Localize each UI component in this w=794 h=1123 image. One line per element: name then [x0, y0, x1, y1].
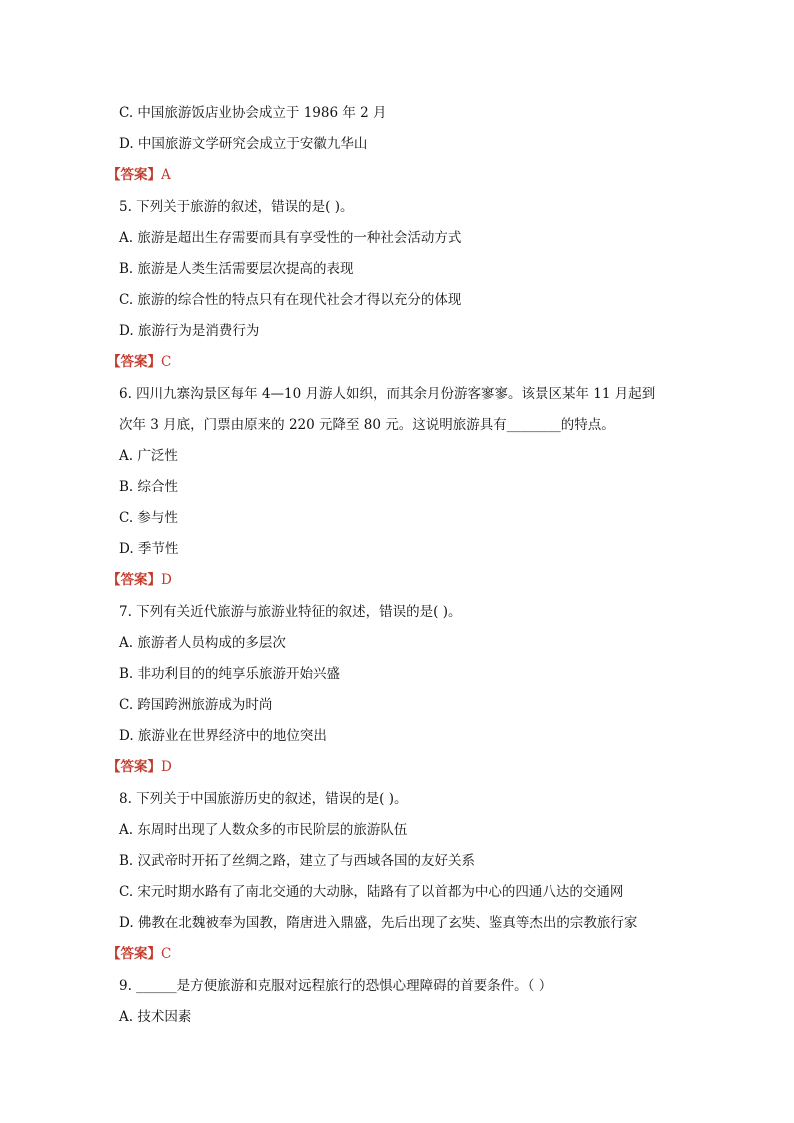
option-a-q8: A. 东周时出现了人数众多的市民阶层的旅游队伍 [119, 822, 408, 838]
option-c-q7: C. 跨国跨洲旅游成为时尚 [119, 697, 273, 713]
answer-letter: C [161, 354, 172, 370]
answer-letter: D [161, 759, 172, 775]
option-d-q4: D. 中国旅游文学研究会成立于安徽九华山 [119, 136, 368, 152]
question-9: 9. ______是方便旅游和克服对远程旅行的恐惧心理障碍的首要条件。（ ） [119, 978, 553, 994]
question-8: 8. 下列关于中国旅游历史的叙述，错误的是( )。 [119, 791, 408, 807]
answer-label: 【答案】 [107, 946, 161, 962]
answer-label: 【答案】 [107, 354, 161, 370]
option-d-q7: D. 旅游业在世界经济中的地位突出 [119, 728, 327, 744]
option-a-q9: A. 技术因素 [119, 1009, 192, 1025]
answer-letter: A [161, 167, 171, 183]
question-5: 5. 下列关于旅游的叙述，错误的是( )。 [119, 199, 354, 215]
option-a-q7: A. 旅游者人员构成的多层次 [119, 635, 286, 651]
option-c-q4: C. 中国旅游饭店业协会成立于 1986 年 2 月 [119, 105, 387, 121]
option-d-q8: D. 佛教在北魏被奉为国教，隋唐进入鼎盛，先后出现了玄奘、鉴真等杰出的宗教旅行家 [119, 915, 638, 931]
answer-letter: C [161, 946, 172, 962]
answer-label: 【答案】 [107, 167, 161, 183]
question-6-line-2: 次年 3 月底，门票由原来的 220 元降至 80 元。这说明旅游具有________的特点。 [119, 417, 615, 433]
answer-q7 [107, 758, 172, 776]
option-c-q5: C. 旅游的综合性的特点只有在现代社会才得以充分的体现 [119, 292, 462, 308]
option-b-q6: B. 综合性 [119, 479, 179, 495]
answer-q8 [107, 945, 171, 963]
question-7: 7. 下列有关近代旅游与旅游业特征的叙述，错误的是( )。 [119, 604, 462, 620]
option-c-q6: C. 参与性 [119, 510, 178, 526]
answer-q5 [107, 353, 171, 371]
option-b-q7: B. 非功利目的的纯享乐旅游开始兴盛 [119, 666, 341, 682]
answer-q4 [107, 166, 171, 184]
answer-q6 [107, 571, 172, 589]
option-b-q5: B. 旅游是人类生活需要层次提高的表现 [119, 261, 354, 277]
option-b-q8: B. 汉武帝时开拓了丝绸之路，建立了与西域各国的友好关系 [119, 853, 476, 869]
option-c-q8: C. 宋元时期水路有了南北交通的大动脉，陆路有了以首都为中心的四通八达的交通网 [119, 884, 624, 900]
option-a-q6: A. 广泛性 [119, 448, 178, 464]
answer-label: 【答案】 [107, 572, 161, 588]
option-d-q5: D. 旅游行为是消费行为 [119, 323, 260, 339]
question-6-line-1: 6. 四川九寨沟景区每年 4—10 月游人如织，而其余月份游客寥寥。该景区某年 11 月起到 [119, 386, 656, 402]
option-d-q6: D. 季节性 [119, 541, 179, 557]
answer-label: 【答案】 [107, 759, 161, 775]
option-a-q5: A. 旅游是超出生存需要而具有享受性的一种社会活动方式 [119, 230, 462, 246]
answer-letter: D [161, 572, 172, 588]
